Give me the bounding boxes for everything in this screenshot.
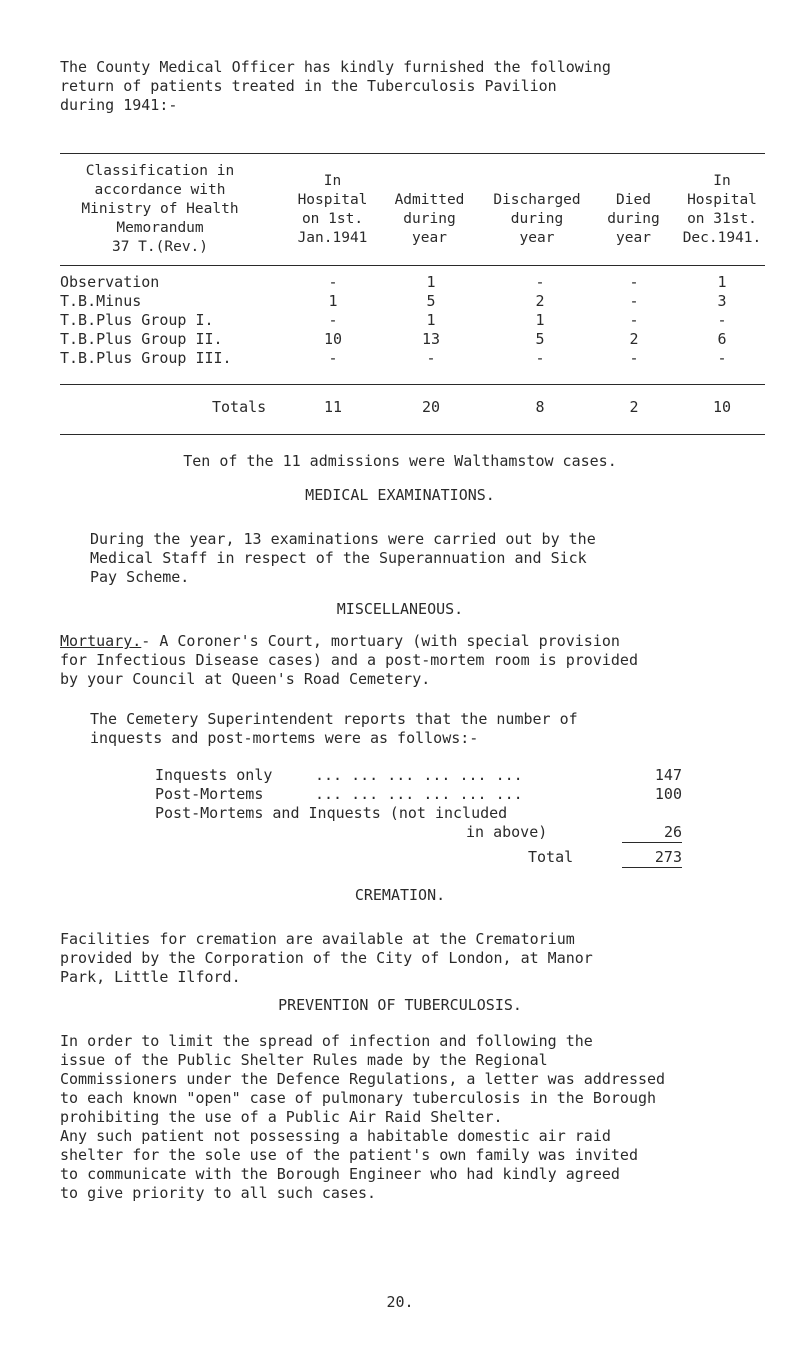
item-leader: ... ... ... ... ... ...: [315, 785, 523, 803]
cell: -: [629, 273, 639, 291]
item-label: in above): [466, 823, 548, 841]
cell: -: [535, 273, 545, 291]
totals-label: Totals: [212, 398, 267, 416]
header-classification: Classification in accordance with Ministry of Health Memorandum 37 T.(Rev.): [81, 163, 239, 255]
item-label: Post-Mortems: [155, 785, 264, 803]
table-top-rule: [60, 153, 765, 154]
mortuary-text: - A Coroner's Court, mortuary (with special provision for Infectious Disease cases) and a post-mortem room is provided by your Council at Queen's Road Cemetery.: [60, 632, 638, 688]
mortuary-label: Mortuary.: [60, 632, 142, 650]
prevention-paragraph-2: Any such patient not possessing a habitable domestic air raid shelter for the sole use of the patient's own family was invited to communicate with the Borough Engineer who had kindly agreed to give priority to all such cases.: [60, 1127, 638, 1202]
item-value: 100: [654, 785, 682, 803]
cell: -: [717, 349, 727, 367]
cremation-paragraph: Facilities for cremation are available at the Crematorium provided by the Corporation of the City of London, at Manor Park, Little Ilford.: [60, 930, 593, 986]
admissions-note: Ten of the 11 admissions were Walthamstow cases.: [183, 452, 617, 470]
cell: 8: [535, 398, 545, 416]
item-value: 147: [654, 766, 682, 784]
cell: -: [328, 349, 338, 367]
cell: 1: [426, 311, 436, 329]
cell: -: [629, 349, 639, 367]
table-header-rule: [60, 265, 765, 266]
cell: 1: [328, 292, 338, 310]
header-died: Died during year: [607, 192, 660, 246]
cremation-heading: CREMATION.: [354, 886, 446, 904]
page-number: 20.: [386, 1293, 414, 1311]
cell: 10: [323, 330, 343, 348]
cell: -: [328, 273, 338, 291]
cell: 6: [717, 330, 727, 348]
cell: -: [535, 349, 545, 367]
cell: 1: [717, 273, 727, 291]
item-label: Post-Mortems and Inquests (not included: [155, 804, 508, 822]
prevention-paragraph-1: In order to limit the spread of infection and following the issue of the Public Shelter Rules made by the Regional Commissioners under the Defence Regulations, a letter was addressed to each known "open" case of pulmonary tuberculosis in the Borough prohibiting the use of a Public Air Raid Shelter.: [60, 1032, 666, 1126]
header-admitted: Admitted during year: [394, 192, 465, 246]
row-label: T.B.Plus Group II.: [60, 330, 223, 348]
cell: 20: [421, 398, 441, 416]
cell: 5: [426, 292, 436, 310]
cell: 2: [629, 330, 639, 348]
prevention-heading: PREVENTION OF TUBERCULOSIS.: [278, 996, 522, 1014]
row-label: T.B.Minus: [60, 292, 142, 310]
cell: 13: [421, 330, 441, 348]
item-leader: ... ... ... ... ... ...: [315, 766, 523, 784]
report-paragraph: The Cemetery Superintendent reports that the number of inquests and post-mortems were as follows:-: [90, 710, 578, 747]
header-in-hospital-dec: In Hospital on 31st. Dec.1941.: [682, 173, 762, 246]
cell: 11: [323, 398, 343, 416]
header-in-hospital-jan: In Hospital on 1st. Jan.1941: [297, 173, 368, 246]
row-label: T.B.Plus Group III.: [60, 349, 232, 367]
intro-paragraph: The County Medical Officer has kindly furnished the following return of patients treated in the Tuberculosis Pavilion during 1941:-: [60, 58, 611, 114]
medical-paragraph: During the year, 13 examinations were carried out by the Medical Staff in respect of the Superannuation and Sick Pay Scheme.: [90, 530, 596, 586]
cell: 1: [535, 311, 545, 329]
cell: -: [629, 292, 639, 310]
cell: -: [426, 349, 436, 367]
table-bottom-rule: [60, 434, 765, 435]
row-label: Observation: [60, 273, 160, 291]
cell: 10: [712, 398, 732, 416]
cell: -: [328, 311, 338, 329]
header-discharged: Discharged during year: [493, 192, 581, 246]
cell: 1: [426, 273, 436, 291]
medical-heading: MEDICAL EXAMINATIONS.: [305, 486, 495, 504]
total-value: 273: [622, 848, 682, 868]
cell: 2: [629, 398, 639, 416]
cell: -: [717, 311, 727, 329]
misc-heading: MISCELLANEOUS.: [336, 600, 464, 618]
item-value: 26: [622, 823, 682, 843]
mortuary-paragraph: [60, 632, 775, 689]
cell: 3: [717, 292, 727, 310]
row-label: T.B.Plus Group I.: [60, 311, 214, 329]
cell: 5: [535, 330, 545, 348]
table-totals-rule: [60, 384, 765, 385]
total-label: Total: [528, 848, 574, 866]
cell: -: [629, 311, 639, 329]
item-label: Inquests only: [155, 766, 273, 784]
cell: 2: [535, 292, 545, 310]
